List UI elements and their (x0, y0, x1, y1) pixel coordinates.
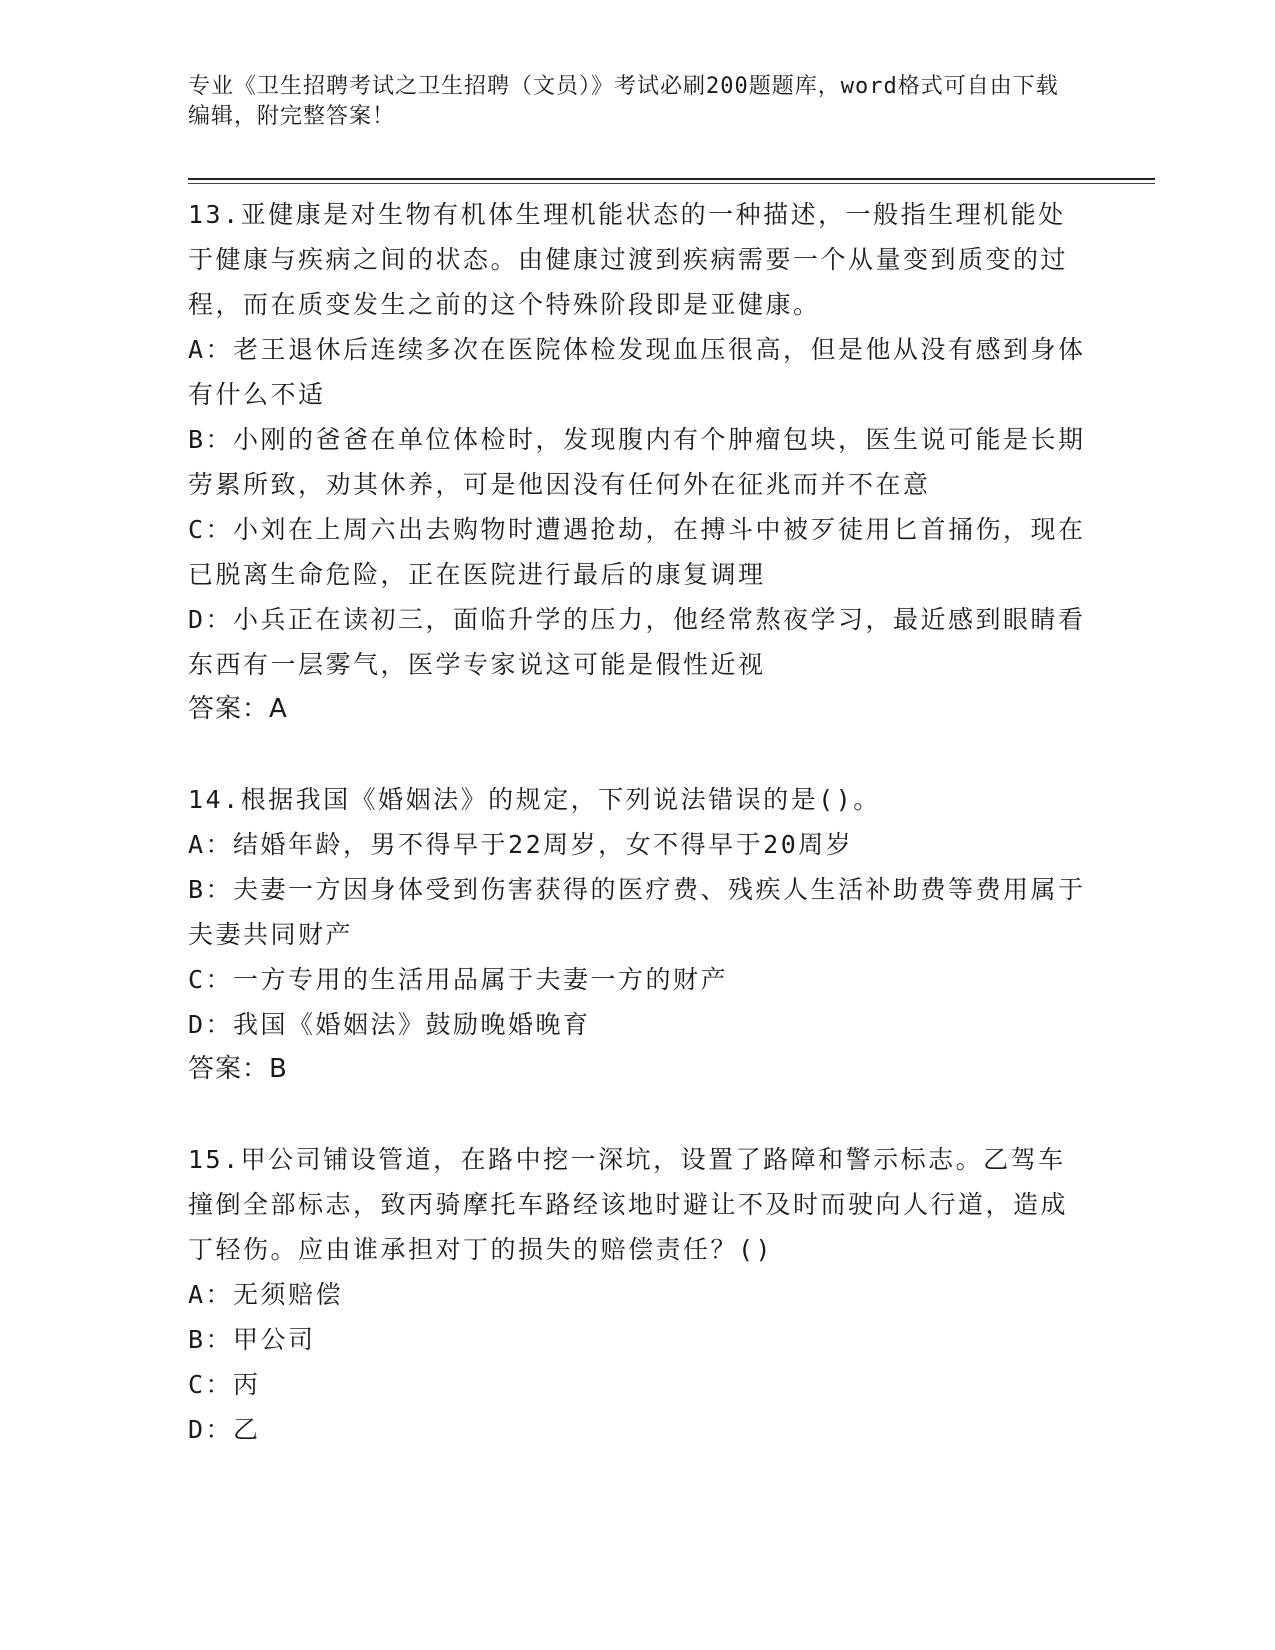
option-d: D：乙 (188, 1415, 261, 1444)
option-a: A：无须赔偿 (188, 1280, 344, 1309)
option-a: A：结婚年龄，男不得早于22周岁，女不得早于20周岁 (188, 830, 854, 859)
question-14 (188, 777, 1088, 1092)
option-a: A：老王退休后连续多次在医院体检发现血压很高，但是他从没有感到身体有什么不适 (188, 335, 1086, 409)
option-d: D：小兵正在读初三，面临升学的压力，他经常熬夜学习，最近感到眼睛看东西有一层雾气，医学专家说这可能是假性近视 (188, 605, 1086, 679)
header-divider-thin (188, 183, 1155, 184)
question-stem: 15.甲公司铺设管道，在路中挖一深坑，设置了路障和警示标志。乙驾车撞倒全部标志，致丙骑摩托车路经该地时避让不及时而驶向人行道，造成丁轻伤。应由谁承担对丁的损失的赔偿责任？() (188, 1145, 1069, 1264)
document-header: 专业《卫生招聘考试之卫生招聘（文员）》考试必刷200题题库，word格式可自由下载编辑，附完整答案！ (188, 74, 1059, 129)
question-stem: 14.根据我国《婚姻法》的规定，下列说法错误的是()。 (188, 785, 881, 814)
question-13 (188, 192, 1088, 732)
option-c: C：一方专用的生活用品属于夫妻一方的财产 (188, 965, 729, 994)
option-c: C：小刘在上周六出去购物时遭遇抢劫，在搏斗中被歹徒用匕首捅伤，现在已脱离生命危险，正在医院进行最后的康复调理 (188, 515, 1086, 589)
header-divider-thick (188, 178, 1155, 180)
option-b: B：甲公司 (188, 1325, 316, 1354)
question-list (188, 192, 1088, 1497)
question-stem: 13.亚健康是对生物有机体生理机能状态的一种描述，一般指生理机能处于健康与疾病之间的状态。由健康过渡到疾病需要一个从量变到质变的过程，而在质变发生之前的这个特殊阶段即是亚健康。 (188, 200, 1069, 319)
answer-line: 答案：B (188, 1054, 288, 1084)
answer-line: 答案：A (188, 694, 288, 724)
option-b: B：夫妻一方因身体受到伤害获得的医疗费、残疾人生活补助费等费用属于夫妻共同财产 (188, 875, 1086, 949)
option-c: C：丙 (188, 1370, 261, 1399)
option-d: D：我国《婚姻法》鼓励晚婚晚育 (188, 1010, 591, 1039)
option-b: B：小刚的爸爸在单位体检时，发现腹内有个肿瘤包块，医生说可能是长期劳累所致，劝其休养，可是他因没有任何外在征兆而并不在意 (188, 425, 1086, 499)
question-15 (188, 1137, 1088, 1452)
